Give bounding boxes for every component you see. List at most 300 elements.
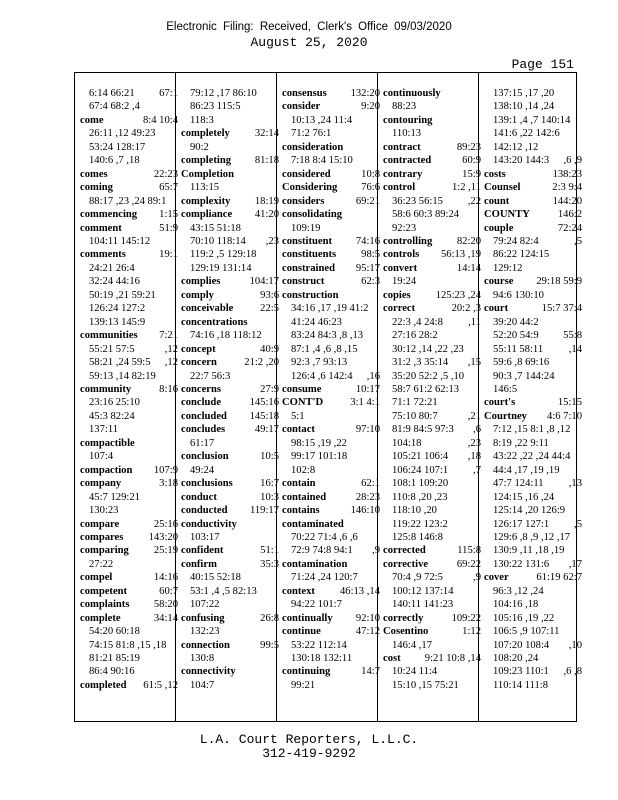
index-entry (181, 612, 279, 625)
index-entry (282, 141, 380, 154)
page-refs: 32:24 44:16 (89, 276, 140, 288)
page-refs: 26:11 ,12 49:23 (89, 128, 156, 140)
index-continuation (282, 437, 380, 450)
index-term: Counsel (484, 182, 521, 194)
index-entry (282, 235, 380, 248)
index-continuation (80, 665, 178, 678)
index-term: confusing (181, 612, 225, 624)
page-refs: 92:3 ,7 93:13 (291, 357, 348, 369)
index-continuation (484, 383, 582, 396)
index-term: completing (181, 155, 232, 167)
index-entry (181, 154, 279, 167)
page-refs-end: 132:20 (350, 88, 380, 99)
index-term: commencing (80, 209, 138, 221)
index-term: consideration (282, 141, 344, 153)
index-continuation (484, 504, 582, 517)
index-column-3 (282, 87, 380, 692)
page-refs-end: ,18 (467, 451, 481, 463)
index-continuation (80, 195, 178, 208)
index-continuation (383, 450, 481, 463)
page-refs-end: 4:6 7:10 (546, 410, 582, 422)
page-refs-end: 15:7 37:4 (541, 303, 582, 315)
index-column-2 (181, 87, 279, 692)
index-continuation (181, 625, 279, 638)
index-continuation (282, 114, 380, 127)
page-refs-end: 76:6 (361, 182, 380, 194)
page-refs-end: 65:7 (159, 182, 178, 194)
page-refs: 81:21 85:19 (89, 653, 140, 665)
page-refs: 71:24 ,24 120:7 (291, 572, 358, 584)
index-continuation (383, 598, 481, 611)
index-continuation (484, 450, 582, 463)
index-continuation (282, 652, 380, 665)
page-refs: 119:22 123:2 (392, 518, 448, 530)
page-refs: 52:20 54:9 (493, 330, 539, 342)
index-term: count (484, 195, 510, 207)
page-refs: 126:17 127:1 (493, 518, 550, 530)
page-refs-end: 58:20 (153, 599, 178, 611)
page-refs: 109:19 (291, 222, 321, 234)
index-continuation (181, 598, 279, 611)
index-continuation (484, 235, 582, 248)
index-continuation (484, 464, 582, 477)
index-continuation (383, 571, 481, 584)
page-refs: 53:22 112:14 (291, 639, 347, 651)
page-refs-end: 34:14 (153, 612, 178, 624)
index-continuation (282, 464, 380, 477)
page-refs: 86:23 115:5 (190, 101, 241, 113)
index-term: construct (282, 276, 325, 288)
index-term: contains (282, 505, 320, 517)
index-entry (181, 477, 279, 490)
page-refs-end: 40:9 (260, 343, 279, 355)
page-refs: 53:1 ,4 ,5 82:13 (190, 585, 257, 597)
page-refs-end: ,22 (467, 195, 481, 207)
page-refs: 86:22 124:15 (493, 249, 550, 261)
page-refs-end: 41:20 (254, 209, 279, 221)
index-continuation (80, 343, 178, 356)
index-continuation (383, 222, 481, 235)
index-entry (282, 423, 380, 436)
page-refs: 10:13 ,24 11:4 (291, 114, 353, 126)
index-term: couple (484, 222, 514, 234)
index-continuation (484, 114, 582, 127)
index-continuation (282, 410, 380, 423)
page-refs: 50:19 ,21 59:21 (89, 289, 156, 301)
index-continuation (80, 491, 178, 504)
index-term: contaminated (282, 518, 344, 530)
page-refs-end: ,23 (265, 235, 279, 247)
page-refs-end: 3:1 4:1 (350, 397, 380, 409)
page-refs: 118:10 ,20 (392, 505, 437, 517)
page-refs-end: 61:5 ,12 (143, 679, 178, 691)
page-refs: 41:24 46:23 (291, 316, 342, 328)
page-refs: 110:8 ,20 ,23 (392, 491, 448, 503)
page-refs: 61:17 (190, 437, 215, 449)
page-refs: 59:6 ,8 69:16 (493, 357, 550, 369)
index-continuation (484, 316, 582, 329)
page-refs: 86:4 90:16 (89, 666, 135, 678)
index-entry (80, 181, 178, 194)
page-refs-end: 1:12 (462, 626, 481, 638)
page-refs: 102:8 (291, 464, 316, 476)
index-continuation (383, 329, 481, 342)
page-refs: 10:24 11:4 (392, 666, 438, 678)
index-entry (383, 625, 481, 638)
page-refs: 90:3 ,7 144:24 (493, 370, 555, 382)
index-continuation (282, 343, 380, 356)
index-entry (282, 181, 380, 194)
index-continuation (80, 127, 178, 140)
page-refs: 88:23 (392, 101, 417, 113)
index-entry (80, 679, 178, 692)
page-refs-end: 1:2 ,11 (451, 182, 481, 194)
page-refs-end: 92:10 (355, 612, 380, 624)
index-term: compactible (80, 437, 135, 449)
index-entry (80, 477, 178, 490)
index-entry (80, 585, 178, 598)
page-refs: 146:5 (493, 383, 518, 395)
page-refs: 104:11 145:12 (89, 235, 151, 247)
page-refs-end: 32:14 (254, 128, 279, 140)
page-refs-end: 82:20 (456, 235, 481, 247)
page-refs: 74:15 81:8 ,15 ,18 (89, 639, 167, 651)
index-entry (484, 195, 582, 208)
index-term: concluded (181, 410, 227, 422)
index-continuation (484, 289, 582, 302)
page-refs: 30:12 ,14 ,22 ,23 (392, 343, 464, 355)
index-term: control (383, 182, 416, 194)
index-continuation (484, 598, 582, 611)
page-refs: 125:14 ,20 126:9 (493, 505, 566, 517)
page-refs: 137:11 (89, 424, 119, 436)
index-continuation (282, 127, 380, 140)
page-refs-end: 62:3 (361, 276, 380, 288)
page-refs: 94:22 101:7 (291, 599, 342, 611)
index-entry (282, 195, 380, 208)
index-entry (282, 558, 380, 571)
index-continuation (282, 544, 380, 557)
index-continuation (80, 316, 178, 329)
page-refs-end: 69:21 (355, 195, 380, 207)
index-term: context (282, 585, 315, 597)
page-refs-end: 49:17 (254, 424, 279, 436)
index-term: confirm (181, 558, 217, 570)
reporter-company: L.A. Court Reporters, L.L.C. (199, 732, 419, 747)
index-continuation (282, 316, 380, 329)
index-entry (282, 248, 380, 261)
index-continuation (181, 141, 279, 154)
index-continuation (383, 316, 481, 329)
page-refs-end: ,9 (473, 572, 481, 584)
index-entry (282, 477, 380, 490)
index-entry (484, 222, 582, 235)
page-refs: 27:16 28:2 (392, 330, 438, 342)
page-refs-end: 7:21 (159, 330, 178, 342)
index-entry (80, 531, 178, 544)
index-entry (383, 114, 481, 127)
index-continuation (484, 248, 582, 261)
page-refs-end: 20:2 ,3 (451, 303, 481, 315)
page-refs: 142:12 ,12 (493, 141, 539, 153)
page-refs-end: 67:1 (159, 88, 178, 99)
page-refs-end: 145:18 (249, 410, 279, 422)
index-continuation (80, 625, 178, 638)
index-continuation (282, 639, 380, 652)
page-refs: 140:11 141:23 (392, 599, 454, 611)
page-refs: 125:8 146:8 (392, 531, 443, 543)
page-refs: 59:13 ,14 82:19 (89, 370, 156, 382)
page-refs: 72:9 74:8 94:1 (291, 545, 353, 557)
index-entry (80, 208, 178, 221)
page-refs-end: 125:23 ,24 (435, 289, 481, 301)
index-continuation (383, 437, 481, 450)
page-refs: 7:12 ,15 8:1 ,8 ,12 (493, 424, 571, 436)
index-continuation (484, 356, 582, 369)
index-entry (383, 154, 481, 167)
index-continuation (383, 639, 481, 652)
page-refs: 90:2 (190, 141, 209, 153)
index-entry (282, 168, 380, 181)
index-continuation (383, 423, 481, 436)
index-continuation (181, 437, 279, 450)
page-refs: 44:4 ,17 ,19 ,19 (493, 464, 560, 476)
page-refs-end: 51:1 (260, 545, 279, 557)
index-term: conducted (181, 505, 228, 517)
index-entry (484, 410, 582, 423)
index-continuation (80, 356, 178, 369)
index-continuation (181, 235, 279, 248)
index-continuation (282, 222, 380, 235)
page-refs: 129:6 ,8 ,9 ,12 ,17 (493, 531, 571, 543)
page-refs-end: 25:16 (153, 518, 178, 530)
index-term: compaction (80, 464, 133, 476)
page-number: Page 151 (511, 57, 574, 72)
page-refs: 79:12 ,17 86:10 (190, 88, 257, 99)
page-refs-end: 14:7 (361, 666, 380, 678)
page-refs: 45:3 82:24 (89, 410, 135, 422)
index-term: comply (181, 289, 214, 301)
page-refs-end: 119:17 (249, 505, 279, 517)
page-refs: 24:21 26:4 (89, 262, 135, 274)
page-refs-end: 35:3 (260, 558, 279, 570)
index-term: continuing (282, 666, 331, 678)
page-refs-end: 74:16 (355, 235, 380, 247)
index-continuation (383, 343, 481, 356)
page-refs: 104:18 (392, 437, 422, 449)
page-refs-end: 14:14 (456, 262, 481, 274)
index-entry (80, 612, 178, 625)
page-refs: 105:21 106:4 (392, 451, 449, 463)
index-term: concern (181, 357, 217, 369)
index-entry (484, 168, 582, 181)
page-refs: 126:24 127:2 (89, 303, 146, 315)
page-refs: 141:6 ,22 142:6 (493, 128, 560, 140)
page-refs: 39:20 44:2 (493, 316, 539, 328)
page-refs: 43:15 51:18 (190, 222, 241, 234)
page-refs: 6:14 66:21 (89, 88, 135, 99)
index-term: complies (181, 276, 221, 288)
page-refs-end: 25:19 (153, 545, 178, 557)
index-entry (383, 558, 481, 571)
index-entry (282, 275, 380, 288)
index-entry (383, 262, 481, 275)
index-continuation (383, 195, 481, 208)
index-entry (383, 168, 481, 181)
index-continuation (484, 127, 582, 140)
page-refs: 75:10 80:7 (392, 410, 438, 422)
page-refs: 107:4 (89, 451, 114, 463)
page-refs-end: 9:21 10:8 ,14 (424, 653, 481, 665)
index-term: contouring (383, 114, 433, 126)
page-refs-end: ,12 (164, 343, 178, 355)
index-continuation (484, 87, 582, 100)
page-refs-end: 10:8 (361, 168, 380, 180)
page-refs: 124:15 ,16 ,24 (493, 491, 555, 503)
index-term: court's (484, 397, 516, 409)
page-refs: 129:12 (493, 262, 523, 274)
index-continuation (181, 329, 279, 342)
page-refs: 58:6 60:3 89:24 (392, 209, 460, 221)
index-term: come (80, 114, 104, 126)
page-refs: 109:23 110:1 (493, 666, 549, 678)
index-entry (181, 168, 279, 181)
index-entry (484, 208, 582, 221)
page-refs: 137:15 ,17 ,20 (493, 88, 555, 99)
page-refs: 108:1 109:20 (392, 478, 449, 490)
index-term: conduct (181, 491, 217, 503)
page-refs-end: 10:5 (260, 451, 279, 463)
page-refs: 88:17 ,23 ,24 89:1 (89, 195, 167, 207)
page-refs-end: 10:3 (260, 491, 279, 503)
page-refs-end: 62:1 (361, 478, 380, 490)
page-refs-end: ,6 (473, 424, 481, 436)
index-term: conclude (181, 397, 222, 409)
index-term: competent (80, 585, 128, 597)
index-entry (181, 127, 279, 140)
page-refs-end: 109:22 (451, 612, 481, 624)
index-term: compel (80, 572, 113, 584)
index-continuation (484, 652, 582, 665)
index-term: contracted (383, 155, 432, 167)
index-continuation (282, 329, 380, 342)
index-term: comments (80, 249, 126, 261)
index-entry (484, 275, 582, 288)
page-refs-end: ,17 (568, 558, 582, 570)
index-term: concept (181, 343, 216, 355)
index-entry (383, 248, 481, 261)
index-continuation (484, 423, 582, 436)
index-entry (282, 100, 380, 113)
index-continuation (80, 370, 178, 383)
index-entry (181, 275, 279, 288)
index-continuation (383, 275, 481, 288)
index-continuation (383, 370, 481, 383)
page-refs-end: 51:9 (159, 222, 178, 234)
index-term: conductivity (181, 518, 237, 530)
index-term: contract (383, 141, 421, 153)
index-entry (282, 504, 380, 517)
index-term: COUNTY (484, 209, 530, 221)
page-refs-end: 56:13 ,19 (440, 249, 481, 261)
page-refs: 36:23 56:15 (392, 195, 443, 207)
index-term: CONT'D (282, 397, 324, 409)
index-entry (383, 289, 481, 302)
page-refs-end: 22:5 (260, 303, 279, 315)
page-refs: 74:16 ,18 118:12 (190, 330, 262, 342)
page-refs: 98:15 ,19 ,22 (291, 437, 347, 449)
page-refs: 31:2 ,3 35:14 (392, 357, 449, 369)
page-refs: 7:18 8:4 15:10 (291, 155, 353, 167)
index-term: company (80, 478, 122, 490)
index-continuation (383, 491, 481, 504)
page-refs: 140:6 ,7 ,18 (89, 155, 140, 167)
page-refs-end: 28:23 (355, 491, 380, 503)
page-refs: 49:24 (190, 464, 215, 476)
page-refs-end: ,7 (473, 464, 481, 476)
page-refs: 132:23 (190, 626, 220, 638)
index-entry (80, 114, 178, 127)
page-refs: 146:4 ,17 (392, 639, 433, 651)
index-term: consume (282, 383, 322, 395)
page-refs-end: 2:3 9:4 (552, 182, 582, 194)
page-refs-end: 60:9 (462, 155, 481, 167)
index-continuation (181, 87, 279, 100)
index-continuation (484, 370, 582, 383)
page-refs: 55:11 58:11 (493, 343, 544, 355)
index-term: controls (383, 249, 420, 261)
index-continuation (80, 410, 178, 423)
page-refs: 22:7 56:3 (190, 370, 231, 382)
page-refs-end: 146:2 (557, 209, 582, 221)
index-continuation (80, 639, 178, 652)
page-refs-end: 89:23 (456, 141, 481, 153)
page-refs-end: 115:8 (457, 545, 481, 557)
index-term: court (484, 303, 509, 315)
index-entry (80, 598, 178, 611)
index-entry (383, 544, 481, 557)
index-entry (484, 302, 582, 315)
index-continuation (181, 370, 279, 383)
reporter-phone: 312-419-9292 (262, 746, 356, 761)
index-entry (282, 262, 380, 275)
page-refs: 15:10 ,15 75:21 (392, 679, 459, 691)
page-refs: 130:23 (89, 505, 119, 517)
index-continuation (484, 518, 582, 531)
index-term: considers (282, 195, 325, 207)
index-continuation (80, 558, 178, 571)
page-refs-end: 138:23 (552, 168, 582, 180)
index-continuation (282, 356, 380, 369)
page-refs: 70:10 118:14 (190, 235, 246, 247)
page-refs-end: 99:5 (260, 639, 279, 651)
page-refs: 58:21 ,24 59:5 (89, 357, 151, 369)
page-refs: 94:6 130:10 (493, 289, 544, 301)
page-refs: 130:9 ,11 ,18 ,19 (493, 545, 565, 557)
index-term: connectivity (181, 666, 236, 678)
page-refs: 99:17 101:18 (291, 451, 348, 463)
index-continuation (80, 154, 178, 167)
page-refs: 5:1 (291, 410, 305, 422)
index-continuation (80, 396, 178, 409)
page-refs: 35:20 52:2 ,5 ,10 (392, 370, 465, 382)
index-continuation (282, 370, 380, 383)
page-refs-end: 9:20 (361, 101, 380, 113)
page-refs-end: 8:4 10:4 (142, 114, 178, 126)
index-continuation (181, 181, 279, 194)
index-term: cover (484, 572, 509, 584)
page-refs-end: 69:22 (456, 558, 481, 570)
